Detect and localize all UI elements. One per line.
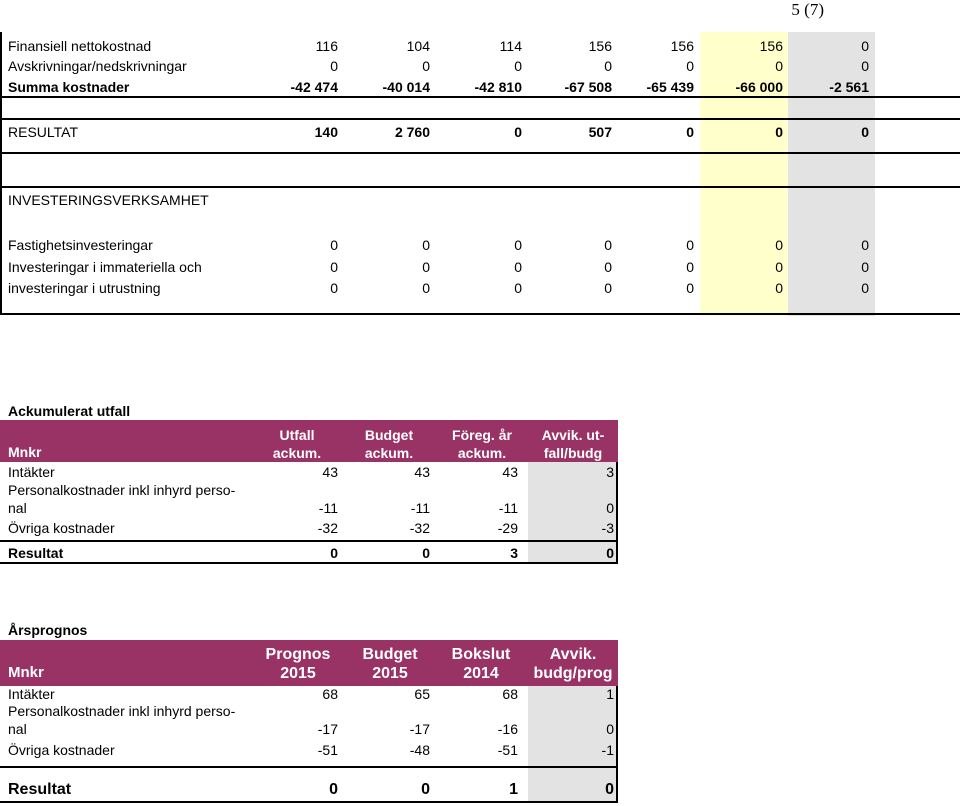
cell-value: 43 bbox=[502, 464, 518, 480]
divider bbox=[0, 186, 960, 188]
section-title-ackumulerat: Ackumulerat utfall bbox=[8, 403, 131, 419]
column-header-line: ackum. bbox=[457, 445, 507, 461]
cell-value: 0 bbox=[514, 280, 522, 296]
table-row-total bbox=[0, 77, 960, 97]
table-header bbox=[0, 420, 618, 462]
cell-value: 0 bbox=[775, 259, 783, 275]
table-frame bbox=[0, 686, 618, 803]
column-header bbox=[530, 426, 616, 462]
row-label: investeringar i utrustning bbox=[8, 280, 161, 296]
arsprognos-table bbox=[0, 640, 618, 803]
column-header bbox=[528, 645, 618, 683]
divider bbox=[0, 152, 960, 154]
cell-value: 0 bbox=[422, 545, 430, 561]
cell-value: 0 bbox=[861, 259, 869, 275]
cell-value: 104 bbox=[406, 38, 430, 54]
cell-value: 43 bbox=[414, 464, 430, 480]
cell-value: 0 bbox=[775, 58, 783, 74]
cell-value: 0 bbox=[604, 259, 612, 275]
column-header-line: Prognos bbox=[265, 646, 331, 663]
cell-value: 3 bbox=[510, 545, 518, 561]
row-label: Investeringar i immateriella och bbox=[8, 259, 202, 275]
cell-value: -32 bbox=[317, 520, 338, 536]
cell-value: 0 bbox=[422, 280, 430, 296]
row-label: Finansiell nettokostnad bbox=[8, 38, 152, 54]
cell-value: -11 bbox=[410, 500, 430, 516]
cell-value: -67 508 bbox=[564, 79, 612, 95]
table-row-result bbox=[0, 122, 960, 142]
cell-value: 114 bbox=[499, 38, 522, 54]
cell-value: 68 bbox=[322, 686, 338, 702]
column-header-line: ackum. bbox=[272, 445, 322, 461]
column-header-line: 2015 bbox=[280, 665, 316, 682]
cell-value: 0 bbox=[604, 58, 612, 74]
column-header-line: Budget bbox=[364, 427, 414, 443]
table-row bbox=[0, 278, 960, 298]
cell-value: -1 bbox=[601, 742, 614, 758]
column-header bbox=[440, 645, 522, 683]
table-frame bbox=[0, 462, 618, 564]
row-label: Intäkter bbox=[8, 686, 55, 702]
row-label: nal bbox=[8, 500, 27, 516]
unit-label: Mnkr bbox=[8, 444, 42, 460]
column-header-line: Bokslut bbox=[451, 646, 511, 663]
cell-value: 0 bbox=[606, 721, 614, 737]
cell-value: 1 bbox=[509, 781, 518, 798]
column-header bbox=[352, 426, 426, 462]
cell-value: 0 bbox=[330, 58, 338, 74]
cell-value: -32 bbox=[409, 520, 430, 536]
cell-value: 0 bbox=[861, 237, 869, 253]
column-header-line: fall/budg bbox=[543, 445, 603, 461]
cell-value: 116 bbox=[315, 38, 338, 54]
row-label: Övriga kostnader bbox=[8, 742, 115, 758]
unit-label: Mnkr bbox=[8, 664, 44, 681]
row-label: Intäkter bbox=[8, 464, 55, 480]
divider bbox=[0, 118, 960, 120]
cell-value: -2 561 bbox=[829, 79, 869, 95]
cell-value: -42 810 bbox=[474, 79, 522, 95]
cell-value: 0 bbox=[422, 259, 430, 275]
cell-value: -51 bbox=[317, 742, 338, 758]
row-label: Personalkostnader inkl inhyrd perso- bbox=[8, 482, 236, 498]
row-label: Summa kostnader bbox=[8, 79, 130, 95]
cell-value: 0 bbox=[775, 124, 783, 140]
cell-value: 0 bbox=[775, 280, 783, 296]
cell-value: 0 bbox=[686, 280, 694, 296]
column-header-line: Budget bbox=[362, 646, 418, 663]
cell-value: 0 bbox=[686, 259, 694, 275]
row-label: RESULTAT bbox=[8, 124, 79, 140]
row-label: Övriga kostnader bbox=[8, 520, 115, 536]
cell-value: 43 bbox=[322, 464, 338, 480]
column-header-line: Avvik. bbox=[549, 646, 597, 663]
row-label: Fastighetsinvesteringar bbox=[8, 237, 153, 253]
column-header bbox=[350, 645, 430, 683]
cell-value: 0 bbox=[514, 259, 522, 275]
table-row bbox=[0, 36, 960, 56]
cell-value: 0 bbox=[514, 237, 522, 253]
cell-value: 0 bbox=[686, 124, 694, 140]
cell-value: 0 bbox=[686, 58, 694, 74]
section-heading-row bbox=[0, 190, 960, 210]
cell-value: 0 bbox=[422, 58, 430, 74]
cell-value: 156 bbox=[759, 38, 783, 54]
cell-value: -17 bbox=[317, 721, 338, 737]
cell-value: 1 bbox=[606, 686, 614, 702]
cell-value: 0 bbox=[329, 781, 338, 798]
column-header-line: ackum. bbox=[364, 445, 414, 461]
cell-value: 0 bbox=[514, 58, 522, 74]
cell-value: 3 bbox=[606, 464, 614, 480]
cell-value: 0 bbox=[604, 237, 612, 253]
column-header-line: Avvik. ut- bbox=[541, 427, 605, 443]
cell-value: 0 bbox=[606, 545, 614, 561]
row-label: INVESTERINGSVERKSAMHET bbox=[8, 192, 209, 208]
column-header-line: Föreg. år bbox=[452, 427, 512, 443]
cell-value: 2 760 bbox=[394, 124, 430, 140]
cell-value: -66 000 bbox=[735, 79, 783, 95]
row-label: Avskrivningar/nedskrivningar bbox=[8, 58, 187, 74]
cell-value: -48 bbox=[409, 742, 430, 758]
cell-value: 0 bbox=[514, 124, 522, 140]
cell-value: 0 bbox=[330, 237, 338, 253]
page-number: 5 (7) bbox=[791, 0, 824, 19]
cell-value: 156 bbox=[588, 38, 612, 54]
cell-value: -51 bbox=[497, 742, 518, 758]
cell-value: -16 bbox=[497, 721, 518, 737]
cell-value: 0 bbox=[330, 545, 338, 561]
cell-value: 0 bbox=[605, 781, 614, 798]
cell-value: -65 439 bbox=[646, 79, 694, 95]
cell-value: 0 bbox=[330, 259, 338, 275]
column-header bbox=[258, 645, 338, 683]
cell-value: -11 bbox=[318, 500, 338, 516]
cell-value: 0 bbox=[330, 280, 338, 296]
row-label: Resultat bbox=[8, 781, 72, 798]
column-header bbox=[444, 426, 520, 462]
cell-value: 140 bbox=[314, 124, 338, 140]
cell-value: 0 bbox=[686, 237, 694, 253]
cell-value: 0 bbox=[604, 280, 612, 296]
cell-value: 0 bbox=[861, 38, 869, 54]
column-header bbox=[262, 426, 332, 462]
cell-value: -29 bbox=[497, 520, 518, 536]
column-header-line: 2015 bbox=[372, 665, 408, 682]
cell-value: 65 bbox=[414, 686, 430, 702]
cell-value: 156 bbox=[670, 38, 694, 54]
table-row bbox=[0, 235, 960, 255]
row-label: Personalkostnader inkl inhyrd perso- bbox=[8, 703, 236, 719]
cell-value: 0 bbox=[861, 280, 869, 296]
cell-value: -17 bbox=[409, 721, 430, 737]
cell-value: -42 474 bbox=[290, 79, 338, 95]
table-header bbox=[0, 640, 618, 686]
cell-value: 0 bbox=[861, 124, 869, 140]
column-header-line: 2014 bbox=[463, 665, 499, 682]
table-row bbox=[0, 257, 960, 277]
cell-value: 0 bbox=[606, 500, 614, 516]
cell-value: 0 bbox=[422, 237, 430, 253]
table-row bbox=[0, 56, 960, 76]
ackumulerat-table bbox=[0, 420, 618, 564]
cell-value: 507 bbox=[588, 124, 612, 140]
row-label: Resultat bbox=[8, 545, 64, 561]
row-label: nal bbox=[8, 721, 27, 737]
top-budget-table bbox=[0, 32, 960, 316]
cell-value: 0 bbox=[421, 781, 430, 798]
cell-value: -40 014 bbox=[382, 79, 430, 95]
cell-value: 68 bbox=[502, 686, 518, 702]
cell-value: 0 bbox=[861, 58, 869, 74]
column-header-line: Utfall bbox=[279, 427, 315, 443]
cell-value: 0 bbox=[775, 237, 783, 253]
cell-value: -3 bbox=[601, 520, 614, 536]
cell-value: -11 bbox=[498, 500, 518, 516]
section-title-arsprognos: Årsprognos bbox=[8, 622, 88, 638]
column-header-line: budg/prog bbox=[533, 665, 613, 682]
